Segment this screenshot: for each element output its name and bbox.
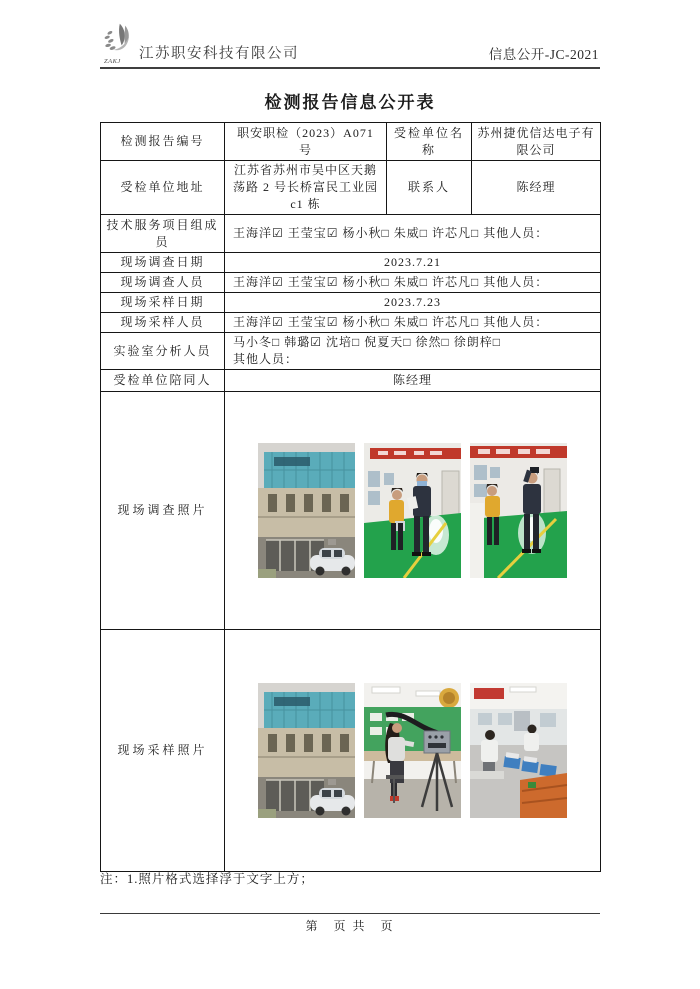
lab-staff-line1: 马小冬□ 韩璐☑ 沈培□ 倪夏天□ 徐然□ 徐朗梓□ xyxy=(233,335,501,349)
sample-photos-cell xyxy=(225,630,601,872)
company-name: 江苏职安科技有限公司 xyxy=(139,46,299,62)
photo-building-exterior-2 xyxy=(258,683,355,818)
table-row xyxy=(101,313,601,333)
lab-staff-value xyxy=(225,333,601,370)
table-row xyxy=(101,333,601,370)
lab-staff-label: 实验室分析人员 xyxy=(101,333,225,370)
report-no-label: 检测报告编号 xyxy=(101,123,225,161)
escort-value: 陈经理 xyxy=(225,370,601,392)
footnote: 注：1.照片格式选择浮于文字上方； xyxy=(100,872,314,886)
page-title: 检测报告信息公开表 xyxy=(264,93,436,112)
photo-workstation-sampling xyxy=(364,683,461,818)
sample-staff-label: 现场采样人员 xyxy=(101,313,225,333)
team-label: 技术服务项目组成员 xyxy=(101,215,225,253)
unit-name-value: 苏州捷优信达电子有限公司 xyxy=(472,123,601,161)
disclosure-table xyxy=(100,122,601,872)
sample-staff-value: 王海洋☑ 王莹宝☑ 杨小秋□ 朱威□ 许芯凡□ 其他人员： xyxy=(225,313,601,333)
survey-photos-cell xyxy=(225,392,601,630)
report-no-value: 职安职检（2023）A071 号 xyxy=(225,123,387,161)
escort-label: 受检单位陪同人 xyxy=(101,370,225,392)
lab-staff-line2: 其他人员： xyxy=(233,352,299,366)
sample-date-value: 2023.7.23 xyxy=(225,293,601,313)
footer-divider xyxy=(100,913,600,914)
page-header xyxy=(100,24,600,69)
table-row xyxy=(101,215,601,253)
table-row xyxy=(101,123,601,161)
document-code: 信息公开-JC-2021 xyxy=(488,47,599,62)
survey-staff-label: 现场调查人员 xyxy=(101,273,225,293)
table-row xyxy=(101,253,601,273)
sample-photos-group xyxy=(225,683,600,818)
survey-date-value: 2023.7.21 xyxy=(225,253,601,273)
table-row xyxy=(101,161,601,215)
team-members-value: 王海洋☑ 王莹宝☑ 杨小秋□ 朱威□ 许芯凡□ 其他人员： xyxy=(225,215,601,253)
photo-survey-interview xyxy=(364,443,461,578)
survey-date-label: 现场调查日期 xyxy=(101,253,225,273)
table-row xyxy=(101,370,601,392)
unit-name-label: 受检单位名称 xyxy=(387,123,472,161)
company-logo-icon xyxy=(100,22,136,64)
address-value: 江苏省苏州市吴中区天鹅荡路 2 号长桥富民工业园 c1 栋 xyxy=(225,161,387,215)
table-row xyxy=(101,273,601,293)
contact-value: 陈经理 xyxy=(472,161,601,215)
contact-label: 联系人 xyxy=(387,161,472,215)
table-row xyxy=(101,630,601,872)
photo-survey-inspection xyxy=(470,443,567,578)
survey-photos-label: 现场调查照片 xyxy=(101,392,225,630)
photo-assembly-line-sampling xyxy=(470,683,567,818)
survey-staff-value: 王海洋☑ 王莹宝☑ 杨小秋□ 朱威□ 许芯凡□ 其他人员： xyxy=(225,273,601,293)
table-row xyxy=(101,293,601,313)
table-row xyxy=(101,392,601,630)
page-number: 第 页 共 页 xyxy=(305,919,395,933)
sample-photos-label: 现场采样照片 xyxy=(101,630,225,872)
logo-caption: ZAKJ xyxy=(104,58,121,65)
survey-photos-group xyxy=(225,443,600,578)
photo-building-exterior xyxy=(258,443,355,578)
sample-date-label: 现场采样日期 xyxy=(101,293,225,313)
address-label: 受检单位地址 xyxy=(101,161,225,215)
